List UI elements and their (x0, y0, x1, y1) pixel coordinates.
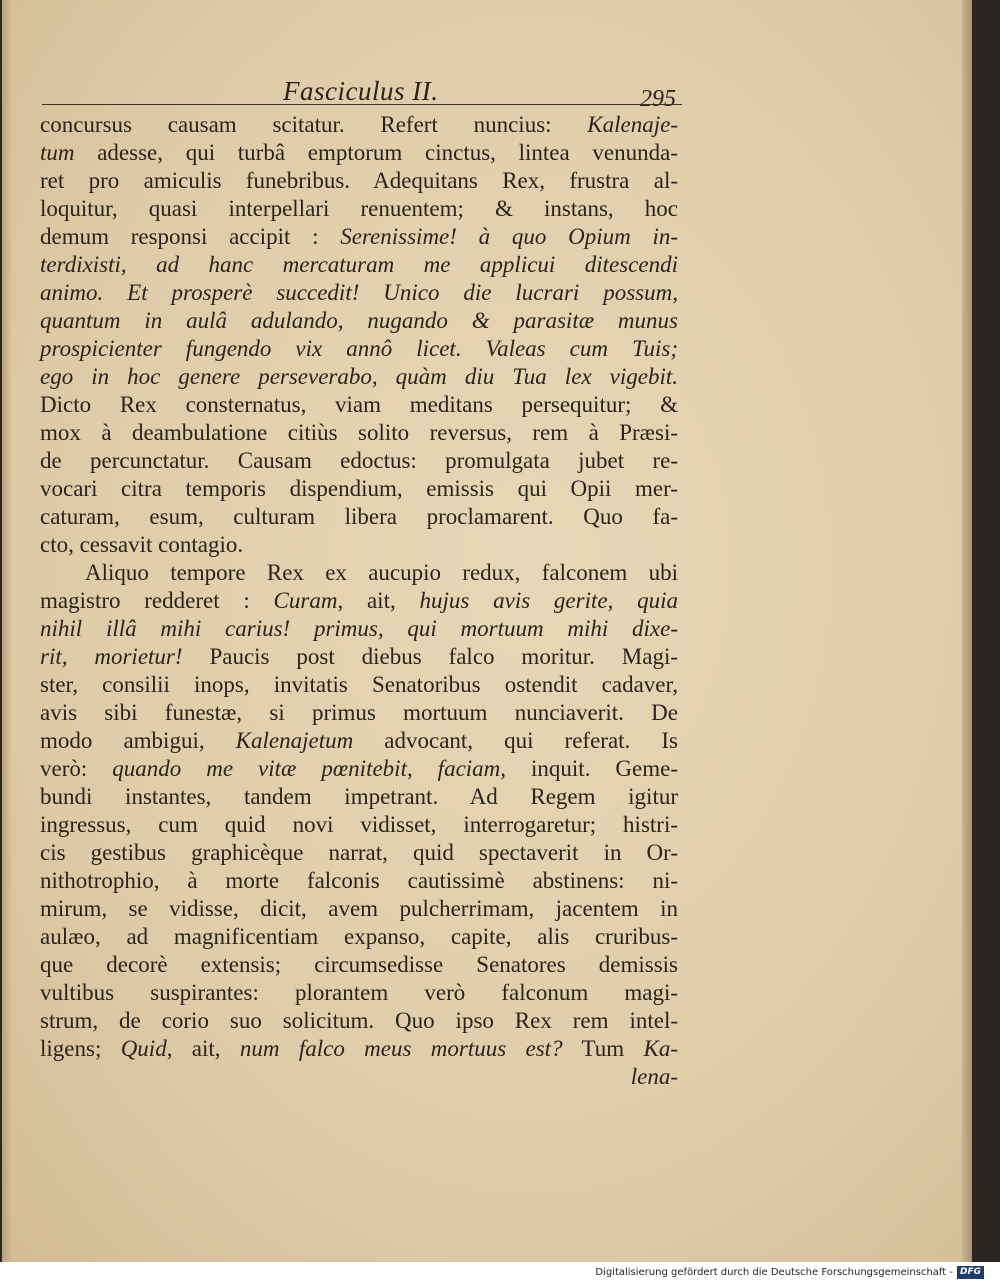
italic-text: ego in hoc genere perseverabo, quàm diu Tua lex vigebit. (40, 364, 678, 389)
roman-text: avis sibi funestæ, si primus mortuum nunciaverit. De (40, 700, 678, 725)
italic-text: Ka- (643, 1036, 678, 1061)
text-line (40, 587, 678, 615)
text-line (40, 643, 678, 671)
text-line (40, 783, 678, 811)
roman-text: Tum (562, 1036, 644, 1061)
page-edge (962, 0, 972, 1262)
text-line (40, 839, 678, 867)
text-line (40, 531, 678, 559)
body-text (40, 111, 678, 1091)
roman-text: vultibus suspirantes: plorantem verò falconum magi- (40, 980, 678, 1005)
italic-text: lena- (630, 1064, 678, 1089)
roman-text: ret pro amiculis funebribus. Adequitans Rex, frustra al- (40, 168, 678, 193)
italic-text: Kalenaje- (587, 112, 678, 137)
roman-text: cis gestibus graphicèque narrat, quid spectaverit in Or- (40, 840, 678, 865)
italic-text: quantum in aulâ adulando, nugando & parasitæ munus (40, 308, 678, 333)
roman-text: strum, de corio suo solicitum. Quo ipso Rex rem intel- (40, 1008, 678, 1033)
roman-text: , ait, (337, 588, 420, 613)
text-line (40, 503, 678, 531)
roman-text: nithotrophio, à morte falconis cautissimè abstinens: ni- (40, 868, 678, 893)
roman-text: Aliquo tempore Rex ex aucupio redux, falconem ubi (85, 560, 678, 585)
roman-text: aulæo, ad magnificentiam expanso, capite, alis cruribus- (40, 924, 678, 949)
roman-text: ingressus, cum quid novi vidisset, interrogaretur; histri- (40, 812, 678, 837)
italic-text: Kalenajetum (235, 728, 354, 753)
text-line (40, 335, 678, 363)
text-line (40, 167, 678, 195)
roman-text: inquit. Geme- (506, 756, 679, 781)
text-line (40, 671, 678, 699)
text-line (40, 447, 678, 475)
header-rule (42, 104, 682, 105)
italic-text: nihil illâ mihi carius! primus, qui mortuum mihi dixe- (40, 616, 678, 641)
italic-text: Serenissime! à quo Opium in- (340, 224, 678, 249)
roman-text: cto, cessavit contagio. (40, 532, 244, 557)
text-line (40, 1007, 678, 1035)
text-line (40, 699, 678, 727)
roman-text: verò: (40, 756, 113, 781)
text-line (40, 279, 678, 307)
roman-text: concursus causam scitatur. Refert nuncius: (40, 112, 588, 137)
italic-text: quando me vitæ pœnitebit, faciam, (112, 756, 507, 781)
italic-text: terdixisti, ad hanc mercaturam me applicui ditescendi (40, 252, 678, 277)
roman-text: ster, consilii inops, invitatis Senatoribus ostendit cadaver, (40, 672, 678, 697)
roman-text: mirum, se vidisse, dicit, avem pulcherrimam, jacentem in (40, 896, 678, 921)
text-line (40, 559, 678, 587)
page-number: 295 (640, 86, 676, 112)
text-line (40, 111, 678, 139)
text-line (40, 1035, 678, 1063)
text-line (40, 391, 678, 419)
italic-text: tum (40, 140, 75, 165)
italic-text: Curam (273, 588, 338, 613)
roman-text: mox à deambulatione citiùs solito reversus, rem à Præsi- (40, 420, 678, 445)
running-header-title: Fasciculus II. (283, 76, 439, 106)
text-line (40, 727, 678, 755)
text-line (40, 223, 678, 251)
roman-text: advocant, qui referat. Is (353, 728, 678, 753)
dfg-logo: DFG (957, 1266, 984, 1279)
roman-text: ligens; (40, 1036, 121, 1061)
text-line (40, 867, 678, 895)
italic-text: hujus avis gerite, quia (419, 588, 678, 613)
text-line (40, 895, 678, 923)
text-line (40, 475, 678, 503)
roman-text: Dicto Rex consternatus, viam meditans persequitur; & (40, 392, 678, 417)
italic-text: animo. Et prosperè succedit! Unico die lucrari possum, (40, 280, 678, 305)
text-line (40, 139, 678, 167)
italic-text: rit, morietur! (40, 644, 183, 669)
text-line (40, 363, 678, 391)
credit-text: Digitalisierung gefördert durch die Deutsche Forschungsgemeinschaft - (595, 1267, 953, 1278)
text-line (40, 979, 678, 1007)
italic-text: Quid (120, 1036, 167, 1061)
roman-text: loquitur, quasi interpellari renuentem; & instans, hoc (40, 196, 678, 221)
roman-text: modo ambigui, (40, 728, 236, 753)
text-line (40, 615, 678, 643)
digitization-credit (595, 1266, 984, 1279)
text-line (40, 1063, 678, 1091)
text-line (40, 419, 678, 447)
roman-text: demum responsi accipit : (40, 224, 341, 249)
italic-text: num falco meus mortuus est? (239, 1036, 563, 1061)
text-line (40, 811, 678, 839)
roman-text: , ait, (166, 1036, 240, 1061)
text-line (40, 307, 678, 335)
roman-text: adesse, qui turbâ emptorum cinctus, lintea venunda- (74, 140, 678, 165)
roman-text: magistro redderet : (40, 588, 274, 613)
text-line (40, 755, 678, 783)
text-line (40, 951, 678, 979)
roman-text: Paucis post diebus falco moritur. Magi- (182, 644, 679, 669)
roman-text: caturam, esum, culturam libera proclamarent. Quo fa- (40, 504, 678, 529)
text-line (40, 195, 678, 223)
text-line (40, 251, 678, 279)
roman-text: de percunctatur. Causam edoctus: promulgata jubet re- (40, 448, 678, 473)
roman-text: vocari citra temporis dispendium, emissis qui Opii mer- (40, 476, 678, 501)
text-line (40, 923, 678, 951)
italic-text: prospicienter fungendo vix annô licet. Valeas cum Tuis; (40, 336, 678, 361)
roman-text: que decorè extensis; circumsedisse Senatores demissis (40, 952, 678, 977)
roman-text: bundi instantes, tandem impetrant. Ad Regem igitur (40, 784, 678, 809)
